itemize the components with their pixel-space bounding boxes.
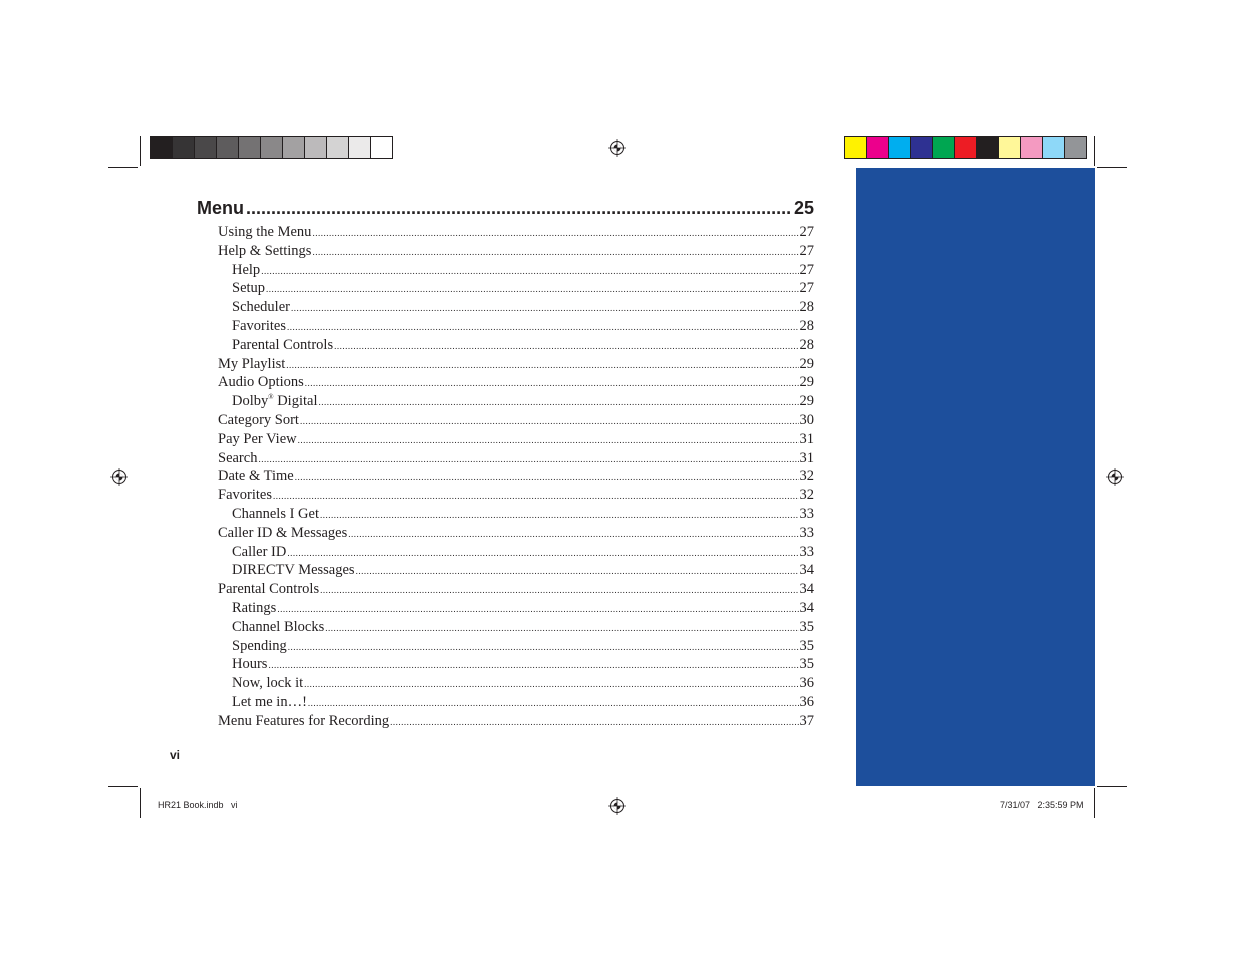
color-swatch [1043, 137, 1065, 158]
toc-entry-title: Using the Menu [218, 224, 312, 240]
color-swatch [217, 137, 239, 158]
toc-heading-title: Menu [197, 198, 244, 218]
print-slug-file: HR21 Book.indb vi [158, 800, 238, 810]
dot-leader [277, 604, 798, 614]
toc-entry[interactable] [197, 262, 814, 281]
color-swatch [173, 137, 195, 158]
color-swatch [999, 137, 1021, 158]
toc-entry-title: Let me in…! [232, 693, 307, 710]
toc-entry[interactable] [197, 431, 814, 450]
toc-entry[interactable] [197, 318, 814, 337]
toc-entry[interactable] [197, 224, 814, 243]
toc-entry-page: 29 [799, 374, 814, 391]
toc-entry-page: 36 [799, 693, 814, 710]
registration-mark-icon [1106, 468, 1124, 486]
dot-leader [286, 360, 798, 370]
toc-entry[interactable] [197, 243, 814, 262]
color-swatch [349, 137, 371, 158]
toc-entry-title: Favorites [232, 317, 286, 334]
crop-mark [1097, 167, 1127, 168]
toc-entry-title: Channel Blocks [232, 618, 325, 635]
toc-entry[interactable] [197, 299, 814, 318]
dot-leader [334, 341, 798, 351]
toc-entry-page: 32 [799, 468, 814, 485]
toc-entry-title: Favorites [218, 487, 272, 504]
toc-entry-title: Now, lock it [232, 675, 304, 692]
toc-entry-title: Parental Controls [218, 581, 320, 598]
dot-leader [288, 642, 799, 652]
dot-leader [320, 585, 798, 595]
dot-leader [318, 397, 798, 407]
toc-entry-title: Help & Settings [218, 242, 312, 259]
color-swatch [239, 137, 261, 158]
toc-entry-title: Hours [232, 656, 268, 673]
registration-mark-icon [608, 797, 626, 815]
dot-leader [356, 566, 799, 576]
toc-entry-title: Audio Options [218, 374, 304, 391]
toc-entry[interactable] [197, 412, 814, 431]
toc-entry[interactable] [197, 694, 814, 713]
dot-leader [261, 266, 798, 276]
color-swatch [195, 137, 217, 158]
crop-mark [140, 788, 141, 818]
dot-leader [291, 303, 799, 313]
page-number: vi [170, 748, 181, 762]
toc-heading[interactable] [197, 198, 814, 224]
toc-entry-title: Setup [232, 280, 266, 297]
process-color-bar [844, 136, 1087, 159]
toc-entry-page: 32 [799, 487, 814, 504]
dot-leader [298, 435, 799, 445]
toc-entry-page: 27 [799, 242, 814, 259]
toc-entry[interactable] [197, 337, 814, 356]
dot-leader [266, 284, 798, 294]
toc-entry-page: 34 [799, 562, 814, 579]
toc-entry[interactable] [197, 374, 814, 393]
side-color-panel [856, 168, 1095, 786]
toc-entry-page: 28 [799, 336, 814, 353]
toc-entry[interactable] [197, 675, 814, 694]
toc-entry[interactable] [197, 506, 814, 525]
color-swatch [283, 137, 305, 158]
toc-entry[interactable] [197, 638, 814, 657]
toc-heading-page: 25 [793, 198, 814, 218]
toc-entry-page: 30 [799, 411, 814, 428]
color-swatch [371, 137, 392, 158]
toc-entry-page: 33 [799, 524, 814, 541]
registration-mark-icon [110, 468, 128, 486]
toc-entry[interactable] [197, 562, 814, 581]
toc-entry-title: Parental Controls [232, 336, 334, 353]
toc-entry[interactable] [197, 581, 814, 600]
toc-entry-page: 37 [799, 712, 814, 729]
crop-mark [1097, 786, 1127, 787]
toc-entry-page: 28 [799, 317, 814, 334]
toc-entry-title: Dolby® Digital [232, 393, 318, 410]
toc-entry-title: Caller ID [232, 543, 287, 560]
toc-entry-page: 31 [799, 449, 814, 466]
grayscale-color-bar [150, 136, 393, 159]
toc-entry-title: Category Sort [218, 411, 299, 428]
dot-leader [246, 198, 792, 219]
toc-entry[interactable] [197, 393, 814, 412]
toc-entry[interactable] [197, 713, 814, 732]
toc-entry-page: 36 [799, 675, 814, 692]
toc-entry-title: Date & Time [218, 468, 294, 485]
color-swatch [845, 137, 867, 158]
toc-entry-page: 35 [799, 656, 814, 673]
dot-leader [287, 322, 799, 332]
color-swatch [1065, 137, 1086, 158]
toc-entry-title: Pay Per View [218, 430, 297, 447]
crop-mark [108, 167, 138, 168]
toc-entry-page: 29 [799, 355, 814, 372]
toc-entry-page: 35 [799, 637, 814, 654]
dot-leader [258, 454, 798, 464]
toc-entry-page: 33 [799, 543, 814, 560]
dot-leader [312, 228, 798, 238]
toc-entry[interactable] [197, 450, 814, 469]
color-swatch [977, 137, 999, 158]
dot-leader [390, 717, 798, 727]
toc-entry[interactable] [197, 544, 814, 563]
toc-entry-title: Menu Features for Recording [218, 712, 390, 729]
color-swatch [867, 137, 889, 158]
crop-mark [1094, 788, 1095, 818]
dot-leader [295, 472, 799, 482]
toc-entry-title: Caller ID & Messages [218, 524, 348, 541]
print-slug-timestamp: 7/31/07 2:35:59 PM [1000, 800, 1084, 810]
toc-entry-title: Spending [232, 637, 287, 654]
toc-entry[interactable] [197, 600, 814, 619]
crop-mark [140, 136, 141, 166]
toc-entry-title: DIRECTV Messages [232, 562, 355, 579]
color-swatch [327, 137, 349, 158]
dot-leader [325, 623, 798, 633]
crop-mark [108, 786, 138, 787]
toc-entry-page: 27 [799, 261, 814, 278]
toc-entry-page: 31 [799, 430, 814, 447]
toc-entry-page: 35 [799, 618, 814, 635]
toc-entry-page: 34 [799, 599, 814, 616]
toc-entry-title: Help [232, 261, 261, 278]
table-of-contents [197, 198, 814, 732]
toc-entry-page: 34 [799, 581, 814, 598]
crop-mark [1094, 136, 1095, 166]
color-swatch [151, 137, 173, 158]
dot-leader [287, 548, 798, 558]
dot-leader [304, 679, 798, 689]
color-swatch [955, 137, 977, 158]
toc-entry-page: 27 [799, 224, 814, 240]
color-swatch [1021, 137, 1043, 158]
dot-leader [273, 491, 799, 501]
dot-leader [308, 698, 799, 708]
toc-entry-page: 28 [799, 299, 814, 316]
dot-leader [305, 378, 799, 388]
toc-entry-page: 27 [799, 280, 814, 297]
toc-entry-list [197, 224, 814, 732]
toc-entry-title: My Playlist [218, 355, 286, 372]
toc-entry-title: Channels I Get [232, 505, 319, 522]
dot-leader [320, 510, 799, 520]
color-swatch [911, 137, 933, 158]
toc-entry-title: Search [218, 449, 258, 466]
toc-entry[interactable] [197, 468, 814, 487]
toc-entry[interactable] [197, 619, 814, 638]
dot-leader [268, 660, 798, 670]
dot-leader [348, 529, 798, 539]
toc-entry[interactable] [197, 280, 814, 299]
toc-entry-page: 29 [799, 393, 814, 410]
color-swatch [889, 137, 911, 158]
toc-entry[interactable] [197, 525, 814, 544]
toc-entry[interactable] [197, 356, 814, 375]
dot-leader [312, 247, 798, 257]
toc-entry-title: Scheduler [232, 299, 290, 316]
registration-mark-icon [608, 139, 626, 157]
toc-entry[interactable] [197, 487, 814, 506]
toc-entry-title: Ratings [232, 599, 277, 616]
color-swatch [261, 137, 283, 158]
toc-entry-page: 33 [799, 505, 814, 522]
toc-entry[interactable] [197, 656, 814, 675]
dot-leader [300, 416, 799, 426]
color-swatch [933, 137, 955, 158]
color-swatch [305, 137, 327, 158]
